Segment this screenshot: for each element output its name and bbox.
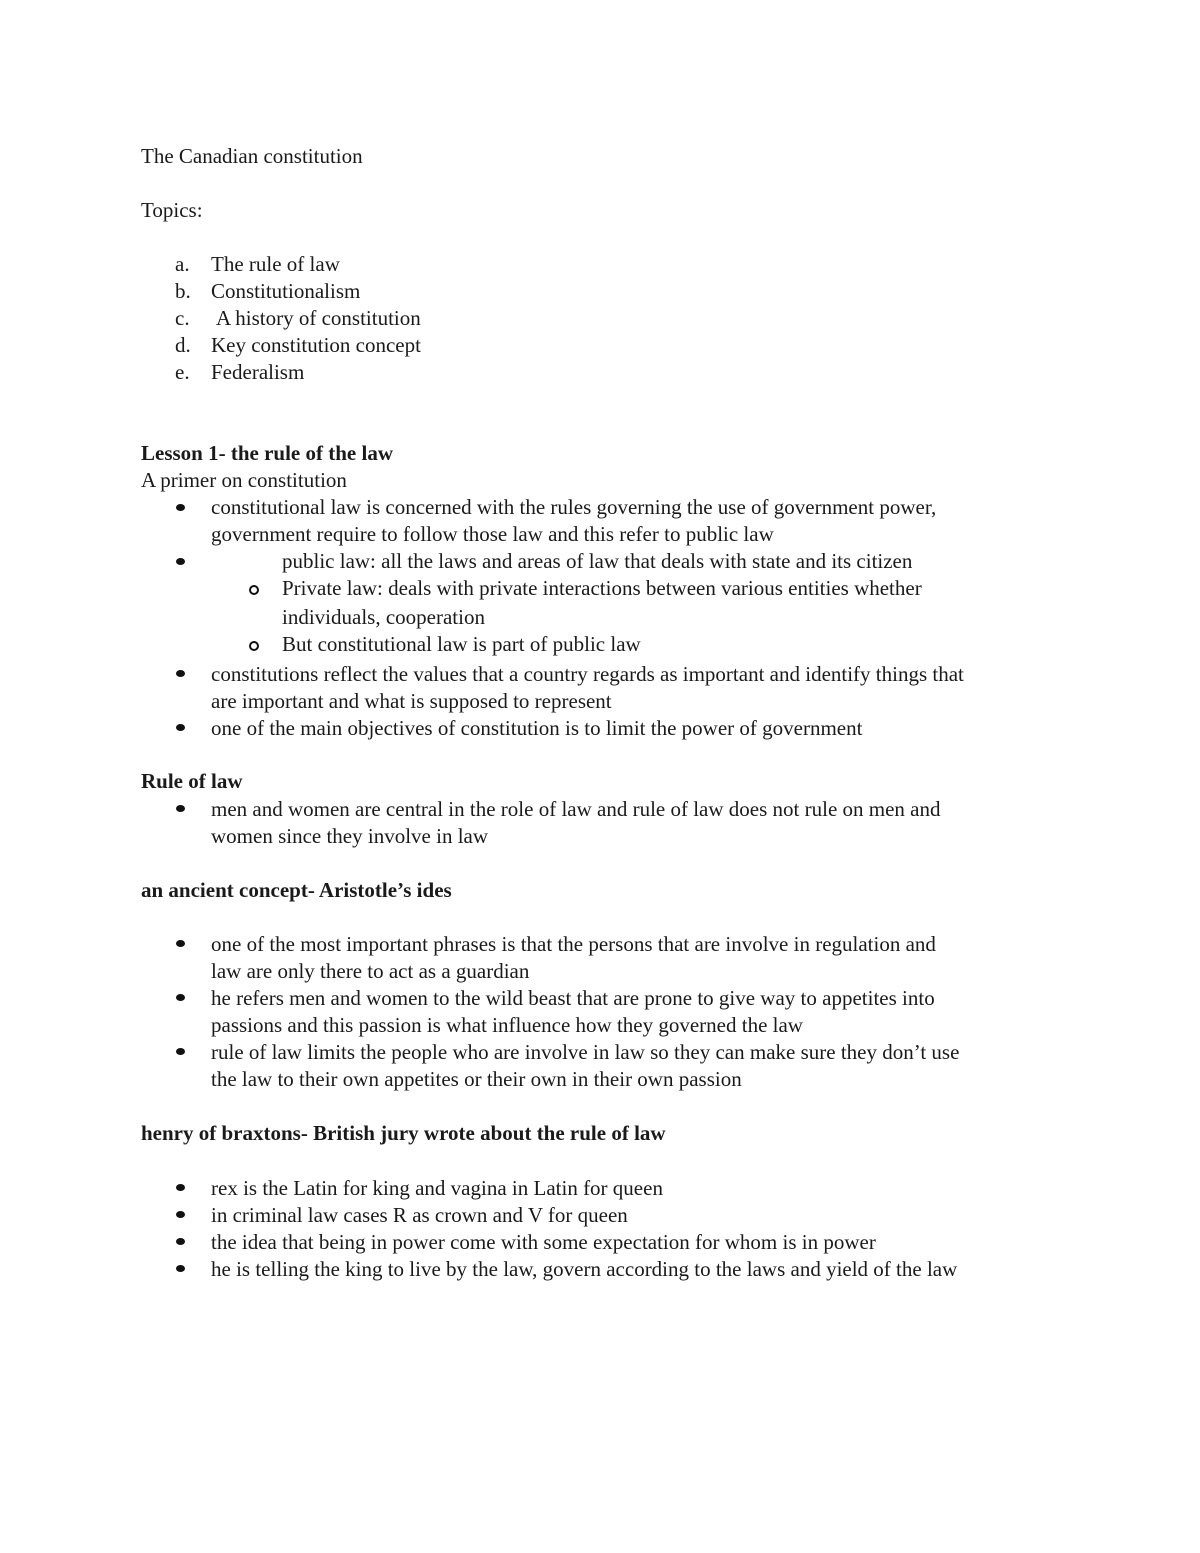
topic-item: A history of constitution: [216, 306, 421, 330]
topic-marker: b.: [175, 279, 191, 303]
bullet-text: public law: all the laws and areas of law that deals with state and its citizen: [282, 549, 913, 573]
bullet-text: in criminal law cases R as crown and V for queen: [211, 1203, 628, 1227]
bullet-icon: [176, 1238, 185, 1245]
bullet-text: passions and this passion is what influence how they governed the law: [211, 1013, 803, 1037]
bullet-icon: [176, 504, 185, 511]
bullet-text: are important and what is supposed to represent: [211, 689, 612, 713]
topic-item: Key constitution concept: [211, 333, 421, 357]
sub-bullet-icon: [249, 641, 259, 651]
bullet-text: the idea that being in power come with some expectation for whom is in power: [211, 1230, 876, 1254]
section-subheading: A primer on constitution: [141, 468, 347, 492]
topic-marker: a.: [175, 252, 190, 276]
bullet-text: he is telling the king to live by the law, govern according to the laws and yield of the law: [211, 1257, 958, 1281]
sub-bullet-text: Private law: deals with private interactions between various entities whether: [282, 576, 922, 600]
bullet-icon: [176, 1048, 185, 1055]
topic-item: Federalism: [211, 360, 305, 384]
topic-marker: d.: [175, 333, 191, 357]
bullet-icon: [176, 558, 185, 565]
doc-title: The Canadian constitution: [141, 144, 363, 168]
bullet-icon: [176, 1265, 185, 1272]
bullet-icon: [176, 994, 185, 1001]
bullet-text: men and women are central in the role of law and rule of law does not rule on men and: [211, 797, 941, 821]
sub-bullet-text: But constitutional law is part of public law: [282, 632, 641, 656]
section-heading: an ancient concept- Aristotle’s ides: [141, 878, 452, 902]
bullet-text: constitutions reflect the values that a country regards as important and identify things that: [211, 662, 964, 686]
bullet-text: one of the most important phrases is that the persons that are involve in regulation and: [211, 932, 936, 956]
topic-marker: c.: [175, 306, 190, 330]
bullet-text: rule of law limits the people who are involve in law so they can make sure they don’t use: [211, 1040, 960, 1064]
topic-marker: e.: [175, 360, 190, 384]
bullet-icon: [176, 940, 185, 947]
topic-item: Constitutionalism: [211, 279, 361, 303]
bullet-icon: [176, 805, 185, 812]
bullet-icon: [176, 724, 185, 731]
bullet-text: one of the main objectives of constitution is to limit the power of government: [211, 716, 863, 740]
bullet-text: law are only there to act as a guardian: [211, 959, 530, 983]
sub-bullet-text: individuals, cooperation: [282, 605, 485, 629]
bullet-icon: [176, 1211, 185, 1218]
topic-item: The rule of law: [211, 252, 340, 276]
sub-bullet-icon: [249, 585, 259, 595]
bullet-text: women since they involve in law: [211, 824, 489, 848]
section-heading: Lesson 1- the rule of the law: [141, 441, 393, 465]
section-heading: henry of braxtons- British jury wrote about the rule of law: [141, 1121, 666, 1145]
topics-label: Topics:: [141, 198, 203, 222]
section-heading: Rule of law: [141, 769, 243, 793]
bullet-text: he refers men and women to the wild beast that are prone to give way to appetites into: [211, 986, 935, 1010]
bullet-text: government require to follow those law and this refer to public law: [211, 522, 774, 546]
bullet-text: rex is the Latin for king and vagina in Latin for queen: [211, 1176, 663, 1200]
bullet-text: constitutional law is concerned with the rules governing the use of government power,: [211, 495, 937, 519]
bullet-icon: [176, 1184, 185, 1191]
bullet-icon: [176, 670, 185, 677]
bullet-text: the law to their own appetites or their own in their own passion: [211, 1067, 742, 1091]
